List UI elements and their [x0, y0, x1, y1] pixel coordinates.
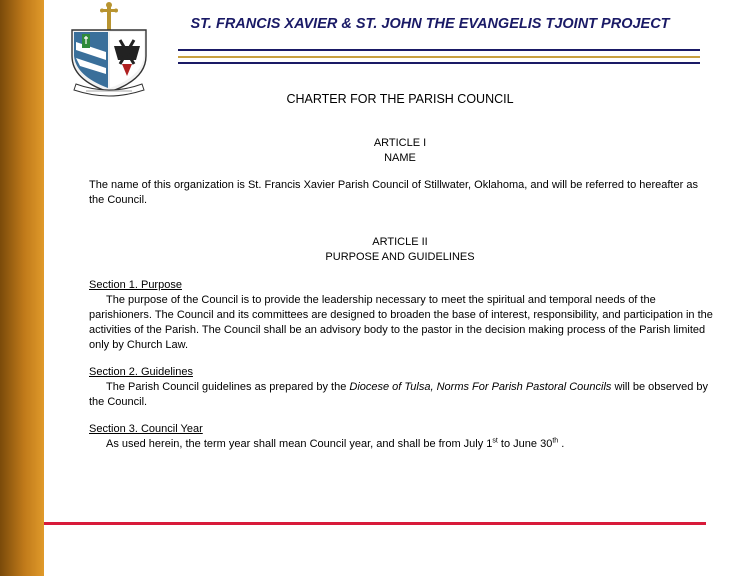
charter-title: CHARTER FOR THE PARISH COUNCIL: [286, 92, 514, 106]
section2-heading: Section 2. Guidelines: [89, 366, 193, 378]
section3-sup-st: st: [492, 437, 498, 445]
section3-text: [89, 437, 714, 452]
article1-number: ARTICLE I: [373, 137, 427, 149]
section2-body-after: will be observed by the Council.: [89, 381, 709, 408]
section3-heading: Section 3. Council Year: [89, 423, 203, 435]
side-bar-decoration: [0, 0, 44, 576]
article1-name: NAME: [384, 152, 416, 164]
section3-body-before: As used herein, the term year shall mean Council year, and shall be from July 1: [106, 438, 493, 450]
section1-body: The purpose of the Council is to provide the leadership necessary to meet the spiritual and temporal needs of the parishioners. The Council and its committees are designed to broaden the base of interest, responsibility, and participation in the activities of the Parish. The Council shall be an advisory body to the pastor in the decision making process of the Parish limited only by Church Law.: [89, 294, 713, 351]
section2-body-before: The Parish Council guidelines as prepared by the: [106, 381, 350, 393]
header-rule-gold: [178, 56, 700, 58]
article1-text: The name of this organization is St. Francis Xavier Parish Council of Stillwater, Oklahoma, and will be referred to hereafter as the Council.: [89, 179, 698, 206]
article2-number: ARTICLE II: [372, 236, 428, 248]
section2-text: [89, 380, 714, 410]
article2-name: PURPOSE AND GUIDELINES: [325, 251, 475, 263]
section2-citation: Diocese of Tulsa, Norms For Parish Pastoral Councils: [349, 381, 612, 393]
section2: [89, 365, 714, 410]
section3: [89, 422, 714, 452]
section3-sup-th: th: [552, 437, 559, 445]
article1-heading: [200, 136, 600, 166]
section1-heading: Section 1. Purpose: [89, 279, 182, 291]
section3-body-middle: to June 30: [497, 438, 553, 450]
section3-body-after: .: [558, 438, 565, 450]
header-title: ST. FRANCIS XAVIER & ST. JOHN THE EVANGELIS TJOINT PROJECT: [190, 16, 670, 32]
footer-rule: [44, 522, 706, 525]
diocese-crest-icon: [62, 0, 158, 98]
section1-text: [89, 293, 714, 353]
header-rule-bottom: [178, 62, 700, 64]
section1: [89, 278, 714, 353]
header-rule-top: [178, 49, 700, 51]
article2-heading: [200, 235, 600, 265]
